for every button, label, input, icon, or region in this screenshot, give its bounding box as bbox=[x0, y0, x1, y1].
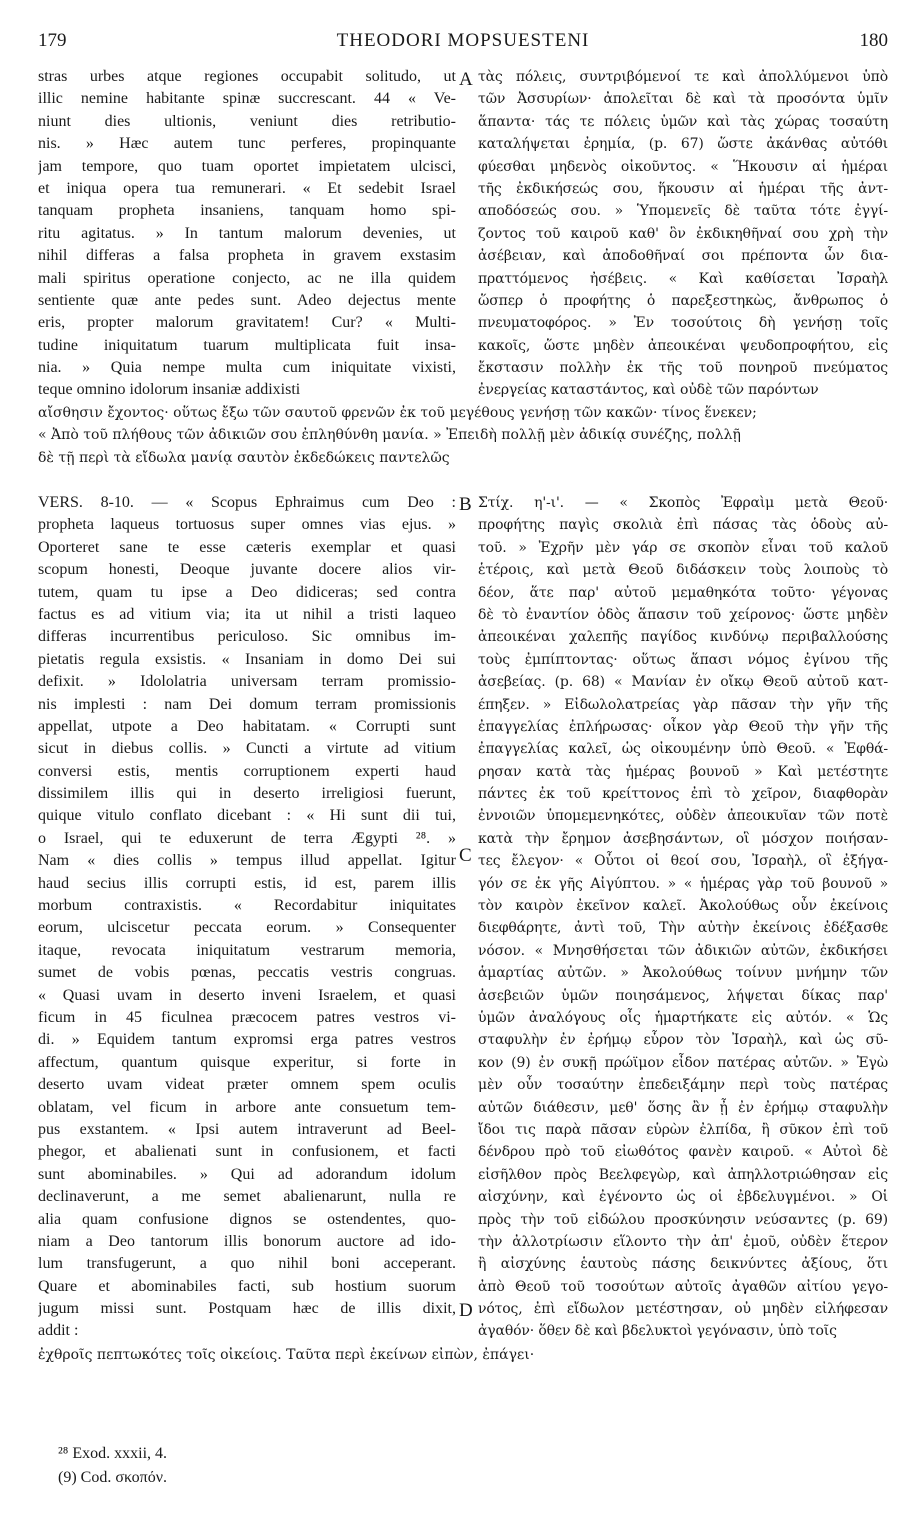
text-line: stras urbes atque regiones occupabit solitudo, ut bbox=[38, 68, 456, 85]
text-line: et iniqua opera tua remunerari. « Et sedebit Israel bbox=[38, 179, 456, 197]
text-line: affectum, quantum quisque experitur, si forte in bbox=[38, 1053, 456, 1071]
text-line: δένδρου πρὸ τοῦ εἰωθότος φανὲν καιροῦ. « Αὐτοὶ δὲ bbox=[478, 1144, 888, 1161]
text-line: ἐννοιῶν ὑπομεμενηκότες, οὐδὲν ἀπεοικυῖαν τῶν ποτὲ bbox=[478, 808, 888, 825]
text-line: τες ἔλεγον· « Οὗτοι οἱ θεοί σου, Ἰσραὴλ, οἳ ἐξήγα- bbox=[478, 853, 888, 870]
text-line: νότος, ἐπὶ εἴδωλον μετέστησαν, οὐ μηδὲν εἰλήφεσαν bbox=[478, 1301, 888, 1318]
footnote-9: (9) Cod. σκοπόν. bbox=[58, 1469, 167, 1486]
text-line: προφήτης παγὶς σκολιὰ ἐπὶ πάσας τὰς ὁδοὺς αὐ- bbox=[478, 517, 888, 534]
running-title: THEODORI MOPSUESTENI bbox=[336, 30, 590, 51]
text-line: ἀπεοικέναι χαλεπῆς παγίδος κινδύνῳ περιβαλλούσης bbox=[478, 629, 888, 646]
text-line: σταφυλὴν ἐν ἐρήμῳ εὗρον τὸν Ἰσραὴλ, καὶ ὡς σῦ- bbox=[478, 1032, 888, 1049]
text-line: tanquam propheta insaniens, tanquam homo spi- bbox=[38, 202, 456, 220]
text-line: « Ἀπὸ τοῦ πλήθους τῶν ἀδικιῶν σου ἐπληθύνθη μανία. » Ἐπειδὴ πολλῇ μὲν ἀδικίᾳ συνέζης, πολλῇ bbox=[38, 427, 741, 444]
text-line: deserto uvam videat præter omnem spem oculis bbox=[38, 1076, 456, 1094]
text-line: ὥσπερ ὁ προφήτης ὁ παρεξεστηκὼς, ἄνθρωπος ὁ bbox=[478, 292, 888, 309]
page-number-right: 180 bbox=[859, 30, 888, 51]
text-line: oblatam, vel ficum in arbore ante consuetum tem- bbox=[38, 1098, 456, 1116]
text-line: itaque, revocata iniquitatum vestrarum memoria, bbox=[38, 941, 456, 959]
text-line: dissimilem illis qui in deserto irreligiosi fuerunt, bbox=[38, 785, 456, 803]
text-line: Στίχ. η'-ι'. — « Σκοπὸς Ἐφραὶμ μετὰ Θεοῦ· bbox=[478, 495, 888, 511]
text-line: αὐτῶν διάθεσιν, μεθ' ὅσης ἂν ᾖ ἐν ἐρήμῳ σταφυλὴν bbox=[478, 1099, 888, 1116]
text-line: haud secius illis corrupti estis, id est, parem illis bbox=[38, 874, 456, 892]
text-line: nihil differas a falsa propheta in gravem exstasim bbox=[38, 247, 456, 265]
text-line: defixit. » Idololatria universam terram promissio- bbox=[38, 673, 456, 691]
text-line: sumet de vobis pœnas, peccatis vestris congruas. bbox=[38, 964, 456, 982]
text-line: νόσον. « Μνησθήσεται τῶν ἀδικιῶν αὐτῶν, ἐκδικήσει bbox=[478, 942, 888, 959]
text-line: αἰσχύνην, καὶ ἐγένοντο ὡς οἱ ἐβδελυγμένοι. » Οἱ bbox=[478, 1189, 888, 1206]
text-line: κατὰ τὴν ἔρημον ἀσεβησάντων, οἳ μόσχον ποιήσαν- bbox=[478, 830, 888, 847]
greek-column-2 bbox=[478, 492, 888, 1343]
text-line: appellat, utpote a Deo habitatam. « Corrupti sunt bbox=[38, 717, 456, 735]
text-line: niam a Deo tantorum illis bonorum auctore ad ido- bbox=[38, 1232, 456, 1250]
text-line: ἐπαγγελίας καλεῖ, ὡς οἰκουμένην ὑπὸ Θεοῦ. « Ἐφθά- bbox=[478, 741, 888, 758]
text-line: ἀσεβείας. (p. 68) « Μανίαν ἐν οἴκῳ Θεοῦ αὐτοῦ κατ- bbox=[478, 674, 888, 691]
text-line: ζοντος τοῦ καιροῦ καθ' ὃν ἐκδικηθῆναί σου χρὴ τὴν bbox=[478, 225, 888, 242]
running-header bbox=[38, 30, 888, 56]
greek-full-lines-1 bbox=[38, 402, 888, 469]
text-line: ἑτέροις, καὶ μετὰ Θεοῦ διδάσκειν τοὺς λοιποὺς τὸ bbox=[478, 562, 888, 579]
footnote-28: ²⁸ Exod. xxxii, 4. bbox=[58, 1445, 168, 1462]
text-line: ἀπὸ Θεοῦ τοῦ τοσούτων αὐτοῖς ἀγαθῶν αἰτίου γεγο- bbox=[478, 1278, 888, 1295]
text-line: Nam « dies collis » tempus illud appellat. Igitur bbox=[38, 852, 456, 870]
text-line: nia. » Quia nempe multa cum iniquitate vixisti, bbox=[38, 359, 456, 377]
text-line: ἴδοι τις παρὰ πᾶσαν εὑρὼν ἐλπίδα, ἢ σῦκον ἐπὶ τοῦ bbox=[478, 1121, 888, 1138]
text-line: ἀγαθόν· ὅθεν δὲ καὶ βδελυκτοὶ γεγόνασιν, ὑπὸ τοῖς bbox=[478, 1323, 837, 1340]
text-line: μὲν οὖν τοσαύτην ἐπεδειξάμην περὶ τοὺς πατέρας bbox=[478, 1077, 888, 1094]
text-line: eris, propter malorum gravitatem! Cur? « Multi- bbox=[38, 314, 456, 332]
text-line: VERS. 8-10. — « Scopus Ephraimus cum Deo : bbox=[38, 494, 456, 511]
text-line: ἔκστασιν πολλὴν ἐκ τῆς τοῦ πονηροῦ πνεύματος bbox=[478, 360, 888, 377]
text-line: conversi estis, mentis corruptionem experti haud bbox=[38, 762, 456, 780]
text-line: ἀσέβειαν, καὶ ἀποδοθῆναί σοι πρέποντα ὧν δια- bbox=[478, 248, 888, 265]
text-line: ἅπαντα· τάς τε πόλεις ὑμῶν καὶ τὰς χώρας τοσαύτη bbox=[478, 113, 888, 130]
text-line: tutem, quam tu ipse a Deo didiceras; sed contra bbox=[38, 583, 456, 601]
text-line: φύεσθαι μηδενὸς οἰκοῦντος. « Ἥκουσιν αἱ ἡμέραι bbox=[478, 158, 888, 175]
footnotes bbox=[58, 1442, 558, 1490]
text-line: Oporteret sane te esse cæteris exemplar et quasi bbox=[38, 538, 456, 556]
text-line: τῆς ἐκδικήσεώς σου, ἥκουσιν αἱ ἡμέραι τῆς ἀντ- bbox=[478, 180, 888, 197]
text-line: ὑμῶν ἀναλόγους οἷς ἡμαρτήκατε εἰς αὐτόν. « Ὡς bbox=[478, 1009, 888, 1026]
text-line: ἐνεργείας καταστάντος, καὶ οὐδὲ τῶν παρόντων bbox=[478, 382, 819, 399]
text-line: αποδόσεώς σου. » Ὑπομενεῖς δὲ ταῦτα τότε ἐγγί- bbox=[478, 203, 888, 220]
text-line: δὲ τῇ περὶ τὰ εἴδωλα μανίᾳ σαυτὸν ἐκδεδώκεις παντελῶς bbox=[38, 449, 450, 466]
text-line: « Quasi uvam in deserto inveni Israelem, et quasi bbox=[38, 986, 456, 1004]
text-line: alia quam confusione dignos se ostendentes, quo- bbox=[38, 1210, 456, 1228]
text-line: illic nemine habitante spinæ succrescant. 44 « Ve- bbox=[38, 90, 456, 108]
text-line: teque omnino idolorum insaniæ addixisti bbox=[38, 381, 301, 399]
text-line: κον (9) ἐν συκῇ πρώϊμον εἶδον πατέρας αὐτῶν. » Ἐγὼ bbox=[478, 1054, 888, 1071]
text-line: ρησαν κατὰ τὰς ἡμέρας βουνοῦ » Καὶ μετέστητε bbox=[478, 763, 888, 780]
text-line: morbum contraxistis. « Recordabitur iniquitates bbox=[38, 897, 456, 915]
page-number-left: 179 bbox=[38, 30, 67, 51]
text-line: δὲ τὸ ἐναντίον ὁδὸς ἅπασιν τοῦ χείρονος· ὥστε μηδὲν bbox=[478, 606, 888, 623]
text-line: differas incurrentibus periculoso. Sic omnibus im- bbox=[38, 628, 456, 646]
text-line: phegor, et abalienati sunt in confusionem, et facti bbox=[38, 1143, 456, 1161]
text-line: nis. » Hæc autem tunc perferes, propinquante bbox=[38, 135, 456, 153]
margin-letter-d: D bbox=[459, 1300, 473, 1321]
text-line: tudine iniquitatum tuarum multiplicata fuit insa- bbox=[38, 336, 456, 354]
margin-letter-a: A bbox=[459, 69, 473, 90]
text-line: πνευματοφόρος. » Ἐν τοσούτοις δὴ γενήσῃ τοῖς bbox=[478, 315, 888, 332]
text-line: ἐπαγγελίας ἐπλήρωσας· οἶκον γὰρ Θεοῦ τὴν γῆν τῆς bbox=[478, 718, 888, 735]
text-line: ἢ αἰσχύνης ἑαυτοὺς πάσης δεικνύντες ἀξίους, ὅτι bbox=[478, 1256, 888, 1273]
text-line: εἰσῆλθον πρὸς Βεελφεγὼρ, καὶ ἀπηλλοτριώθησαν εἰς bbox=[478, 1166, 888, 1183]
latin-column-2 bbox=[38, 492, 456, 1343]
text-line: sunt abominabiles. » Qui ad adorandum idolum bbox=[38, 1165, 456, 1183]
text-line: καταλήψεται ἐρημία, (p. 67) ὥστε ἀκάνθας αὐτόθι bbox=[478, 136, 888, 153]
text-line: γόν σε ἐκ γῆς Αἰγύπτου. » « ἡμέρας γὰρ τοῦ βουνοῦ » bbox=[478, 875, 888, 892]
text-line: mali spiritus operatione conjecto, ac ne illa quidem bbox=[38, 269, 456, 287]
text-line: διεφθάρητε, ἀντὶ τοῦ, Τὴν αὐτὴν ἐκείνοις ἐδέξασθε bbox=[478, 920, 888, 937]
text-line: τοῦ. » Ἐχρῆν μὲν γάρ σε σκοπὸν εἶναι τοῦ καλοῦ bbox=[478, 539, 888, 556]
margin-letter-c: C bbox=[459, 845, 472, 866]
text-line: τὴν ἀλλοτρίωσιν εἵλοντο τὴν ἀπ' ἐμοῦ, οὐδὲν ἕτερον bbox=[478, 1233, 888, 1250]
text-line: declinaverunt, a me semet abalienarunt, nulla re bbox=[38, 1188, 456, 1206]
text-line: Quare et abominabiles facti, sub hostium suorum bbox=[38, 1277, 456, 1295]
text-line: έπηξεν. » Εἰδωλολατρείας γὰρ πᾶσαν τὴν γῆν τῆς bbox=[478, 696, 888, 713]
text-line: pietatis regula exsistis. « Insaniam in domo Dei sui bbox=[38, 650, 456, 668]
margin-letter-b: B bbox=[459, 494, 472, 515]
text-line: di. » Equidem tantum expromsi erga patres vestros bbox=[38, 1031, 456, 1049]
text-line: τὸν καιρὸν ἐκεῖνον καλεῖ. Ἀκολούθως οὖν ἐκείνοις bbox=[478, 898, 888, 915]
text-line: πάντες ἐκ τοῦ κρείττονος ἐπὶ τὸ χεῖρον, διαφθορὰν bbox=[478, 786, 888, 803]
text-line: ritu agitatus. » In tantum malorum devenies, ut bbox=[38, 224, 456, 242]
text-line: δέον, ἅτε παρ' αὐτοῦ μεμαθηκότα τοῦτο· γέγονας bbox=[478, 584, 888, 601]
text-line: eorum, ulciscetur peccata eorum. » Consequenter bbox=[38, 919, 456, 937]
text-line: factus es ad vitium via; ita ut nihil a tristi laqueo bbox=[38, 605, 456, 623]
text-line: ἁμαρτίας αὐτῶν. » Ἀκολούθως τοίνυν μνήμην τῶν bbox=[478, 965, 888, 982]
text-line: pus exstantem. « Ipsi autem intraverunt ad Beel- bbox=[38, 1120, 456, 1138]
greek-full-lines-2 bbox=[38, 1344, 888, 1366]
text-line: ἐχθροῖς πεπτωκότες τοῖς οἰκείοις. Ταῦτα περὶ ἐκείνων εἰπὼν, ἐπάγει· bbox=[38, 1347, 535, 1363]
text-line: lum transfugerunt, a quo nihil boni acceperant. bbox=[38, 1255, 456, 1273]
text-line: πραττόμενος ἠσέβεις. « Καὶ καθίσεται Ἰσραὴλ bbox=[478, 270, 888, 287]
text-line: ficum in 45 ficulnea præcocem patres vestros vi- bbox=[38, 1008, 456, 1026]
text-line: τὰς πόλεις, συντριβόμενοί τε καὶ ἀπολλύμενοι ὑπὸ bbox=[478, 69, 888, 85]
greek-column-1 bbox=[478, 66, 888, 402]
text-line: jugum missi sunt. Postquam hæc de illis dixit, bbox=[38, 1300, 456, 1318]
text-line: o Israel, qui te eduxerunt de terra Ægypti ²⁸. » bbox=[38, 829, 456, 847]
text-line: τῶν Ἀσσυρίων· ἀπολεῖται δὲ καὶ τὰ προσόντα ὑμῖν bbox=[478, 91, 888, 108]
latin-column-1 bbox=[38, 66, 456, 402]
text-line: αἴσθησιν ἔχοντος· οὕτως ἔξω τῶν σαυτοῦ φρενῶν ἐκ τοῦ μεγέθους γενήσῃ τῶν κακῶν· τίνος ἕνεκεν; bbox=[38, 405, 757, 421]
text-line: propheta laqueus tortuosus super omnes vias ejus. » bbox=[38, 516, 456, 534]
text-line: jam tempore, quo tuam oportet impietatem ulcisci, bbox=[38, 157, 456, 175]
text-line: nis implesti : nam Dei domum terram promissionis bbox=[38, 695, 456, 713]
text-line: ἀσεβειῶν ὑμῶν ποιησάμενος, λήψεται δίκας παρ' bbox=[478, 987, 888, 1004]
text-line: scopum honesti, Deoque juvante docere alios vir- bbox=[38, 561, 456, 579]
text-line: niunt dies ultionis, veniunt dies retributio- bbox=[38, 112, 456, 130]
text-line: sentiente quæ ante pedes sunt. Adeo dejectus mente bbox=[38, 291, 456, 309]
text-line: πρὸς τὴν τοῦ εἰδώλου προσκύνησιν νεύσαντες (p. 69) bbox=[478, 1211, 888, 1228]
text-line: addit : bbox=[38, 1322, 79, 1340]
text-line: κακοῖς, ὥστε μηδὲν ἀπεοικέναι ψευδοπροφήτου, εἰς bbox=[478, 337, 888, 354]
text-line: sicut in diebus collis. » Cuncti a virtute ad vitium bbox=[38, 740, 456, 758]
text-line: quique vitulo conflato dicebant : « Hi sunt dii tui, bbox=[38, 807, 456, 825]
text-line: τοὺς ἐμπίπτοντας· οὕτως ἅπασι νόμος ἐγίνου τῆς bbox=[478, 651, 888, 668]
